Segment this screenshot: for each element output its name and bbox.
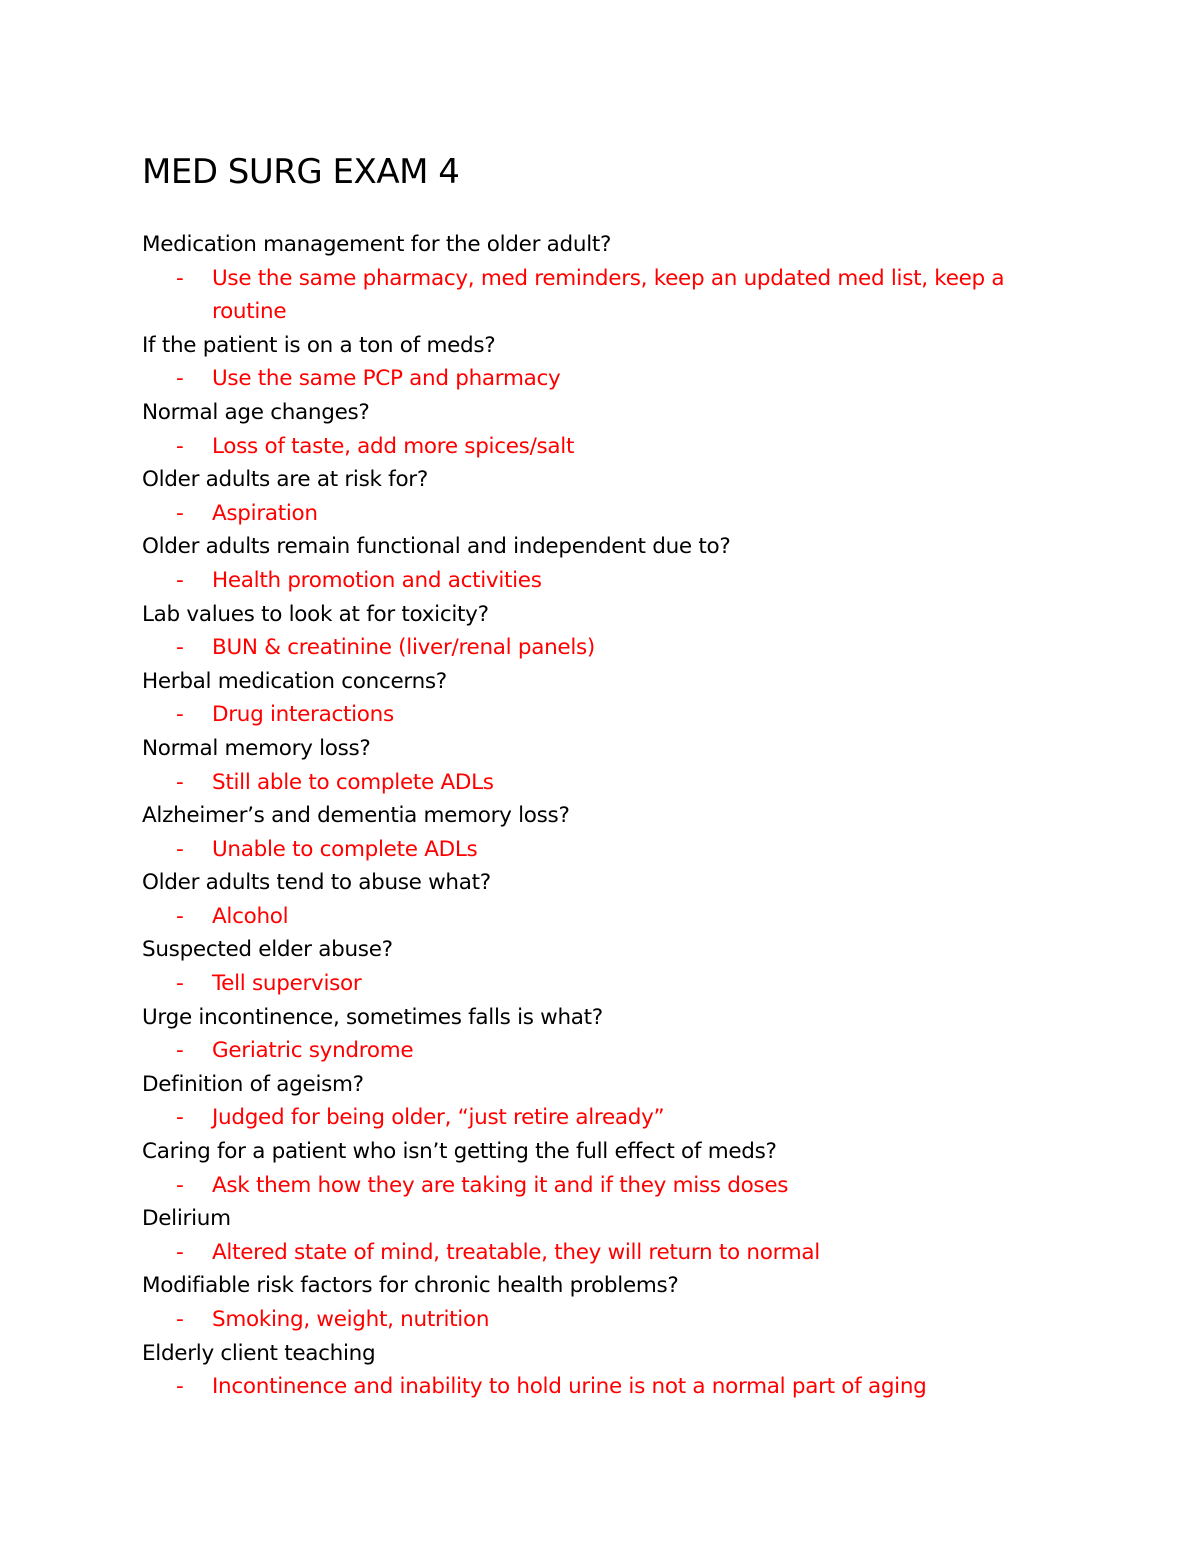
answer-item bbox=[142, 766, 1062, 800]
bullet-dash: - bbox=[176, 1374, 184, 1400]
bullet-dash: - bbox=[176, 1172, 184, 1198]
answer-text: Smoking, weight, nutrition bbox=[212, 1307, 490, 1332]
question-text: Older adults are at risk for? bbox=[142, 467, 428, 493]
answer-item bbox=[142, 631, 1062, 665]
answer-item bbox=[142, 1101, 1062, 1135]
bullet-dash: - bbox=[176, 567, 184, 593]
question-text: Medication management for the older adult? bbox=[142, 232, 612, 257]
answer-text: Use the same pharmacy, med reminders, keep an updated med list, keep a routine bbox=[212, 265, 1005, 325]
qa-item bbox=[142, 598, 1062, 665]
bullet-dash: - bbox=[176, 1307, 184, 1332]
answer-text: Alcohol bbox=[212, 903, 289, 929]
question-text: Alzheimer’s and dementia memory loss? bbox=[142, 803, 570, 829]
qa-item bbox=[142, 1337, 1062, 1404]
answer-text: BUN & creatinine (liver/renal panels) bbox=[212, 635, 595, 661]
answer-item bbox=[142, 430, 1062, 464]
answer-item bbox=[142, 362, 1062, 396]
qa-item bbox=[142, 1202, 1062, 1269]
qa-item bbox=[142, 396, 1062, 463]
question-text: Definition of ageism? bbox=[142, 1071, 364, 1097]
bullet-dash: - bbox=[176, 769, 184, 795]
answer-item bbox=[142, 1370, 1062, 1404]
answer-text: Incontinence and inability to hold urine is not a normal part of aging bbox=[212, 1374, 927, 1400]
qa-item bbox=[142, 799, 1062, 866]
qa-item bbox=[142, 329, 1062, 396]
question-text: Modifiable risk factors for chronic health problems? bbox=[142, 1273, 679, 1299]
qa-item bbox=[142, 1001, 1062, 1068]
answer-item bbox=[142, 497, 1062, 531]
qa-item bbox=[142, 732, 1062, 799]
qa-item bbox=[142, 933, 1062, 1000]
bullet-dash: - bbox=[176, 433, 184, 459]
qa-item bbox=[142, 463, 1062, 530]
answer-item bbox=[142, 262, 1062, 329]
answer-item bbox=[142, 564, 1062, 598]
bullet-dash: - bbox=[176, 635, 184, 661]
bullet-dash: - bbox=[176, 1239, 184, 1265]
question-text: Urge incontinence, sometimes falls is what? bbox=[142, 1004, 603, 1030]
bullet-dash: - bbox=[176, 702, 184, 728]
bullet-dash: - bbox=[176, 265, 184, 291]
qa-item bbox=[142, 866, 1062, 933]
question-text: Elderly client teaching bbox=[142, 1340, 376, 1366]
answer-text: Drug interactions bbox=[212, 702, 394, 728]
document-title: MED SURG EXAM 4 bbox=[142, 152, 460, 192]
answer-item bbox=[142, 1034, 1062, 1068]
answer-text: Aspiration bbox=[212, 500, 318, 526]
qa-item bbox=[142, 228, 1062, 329]
bullet-dash: - bbox=[176, 903, 184, 929]
answer-item bbox=[142, 900, 1062, 934]
qa-item bbox=[142, 1068, 1062, 1135]
answer-item bbox=[142, 1169, 1062, 1203]
question-text: Lab values to look at for toxicity? bbox=[142, 601, 489, 627]
answer-text: Geriatric syndrome bbox=[212, 1038, 414, 1064]
question-text: Older adults tend to abuse what? bbox=[142, 870, 491, 896]
question-text: Caring for a patient who isn’t getting the full effect of meds? bbox=[142, 1139, 777, 1165]
answer-text: Use the same PCP and pharmacy bbox=[212, 366, 561, 392]
question-text: Normal memory loss? bbox=[142, 735, 371, 761]
question-text: Normal age changes? bbox=[142, 399, 370, 425]
bullet-dash: - bbox=[176, 1105, 184, 1131]
answer-text: Altered state of mind, treatable, they will return to normal bbox=[212, 1239, 820, 1265]
qa-item bbox=[142, 1269, 1062, 1336]
bullet-dash: - bbox=[176, 836, 184, 862]
answer-item bbox=[142, 967, 1062, 1001]
qa-list bbox=[142, 228, 1062, 1404]
answer-text: Still able to complete ADLs bbox=[212, 769, 494, 795]
answer-item bbox=[142, 1236, 1062, 1270]
answer-item bbox=[142, 833, 1062, 867]
qa-item bbox=[142, 1135, 1062, 1202]
question-text: Delirium bbox=[142, 1206, 231, 1232]
answer-text: Tell supervisor bbox=[212, 971, 362, 997]
question-text: Suspected elder abuse? bbox=[142, 937, 393, 963]
qa-item bbox=[142, 665, 1062, 732]
answer-text: Unable to complete ADLs bbox=[212, 836, 478, 862]
answer-item bbox=[142, 1303, 1062, 1337]
bullet-dash: - bbox=[176, 1038, 184, 1064]
answer-text: Judged for being older, “just retire already” bbox=[212, 1105, 665, 1131]
answer-text: Ask them how they are taking it and if they miss doses bbox=[212, 1172, 789, 1198]
question-text: If the patient is on a ton of meds? bbox=[142, 332, 496, 358]
qa-item bbox=[142, 530, 1062, 597]
answer-item bbox=[142, 698, 1062, 732]
bullet-dash: - bbox=[176, 971, 184, 997]
bullet-dash: - bbox=[176, 500, 184, 526]
question-text: Herbal medication concerns? bbox=[142, 668, 447, 694]
answer-text: Loss of taste, add more spices/salt bbox=[212, 433, 575, 459]
answer-text: Health promotion and activities bbox=[212, 567, 542, 593]
question-text: Older adults remain functional and independent due to? bbox=[142, 534, 731, 560]
bullet-dash: - bbox=[176, 366, 184, 392]
